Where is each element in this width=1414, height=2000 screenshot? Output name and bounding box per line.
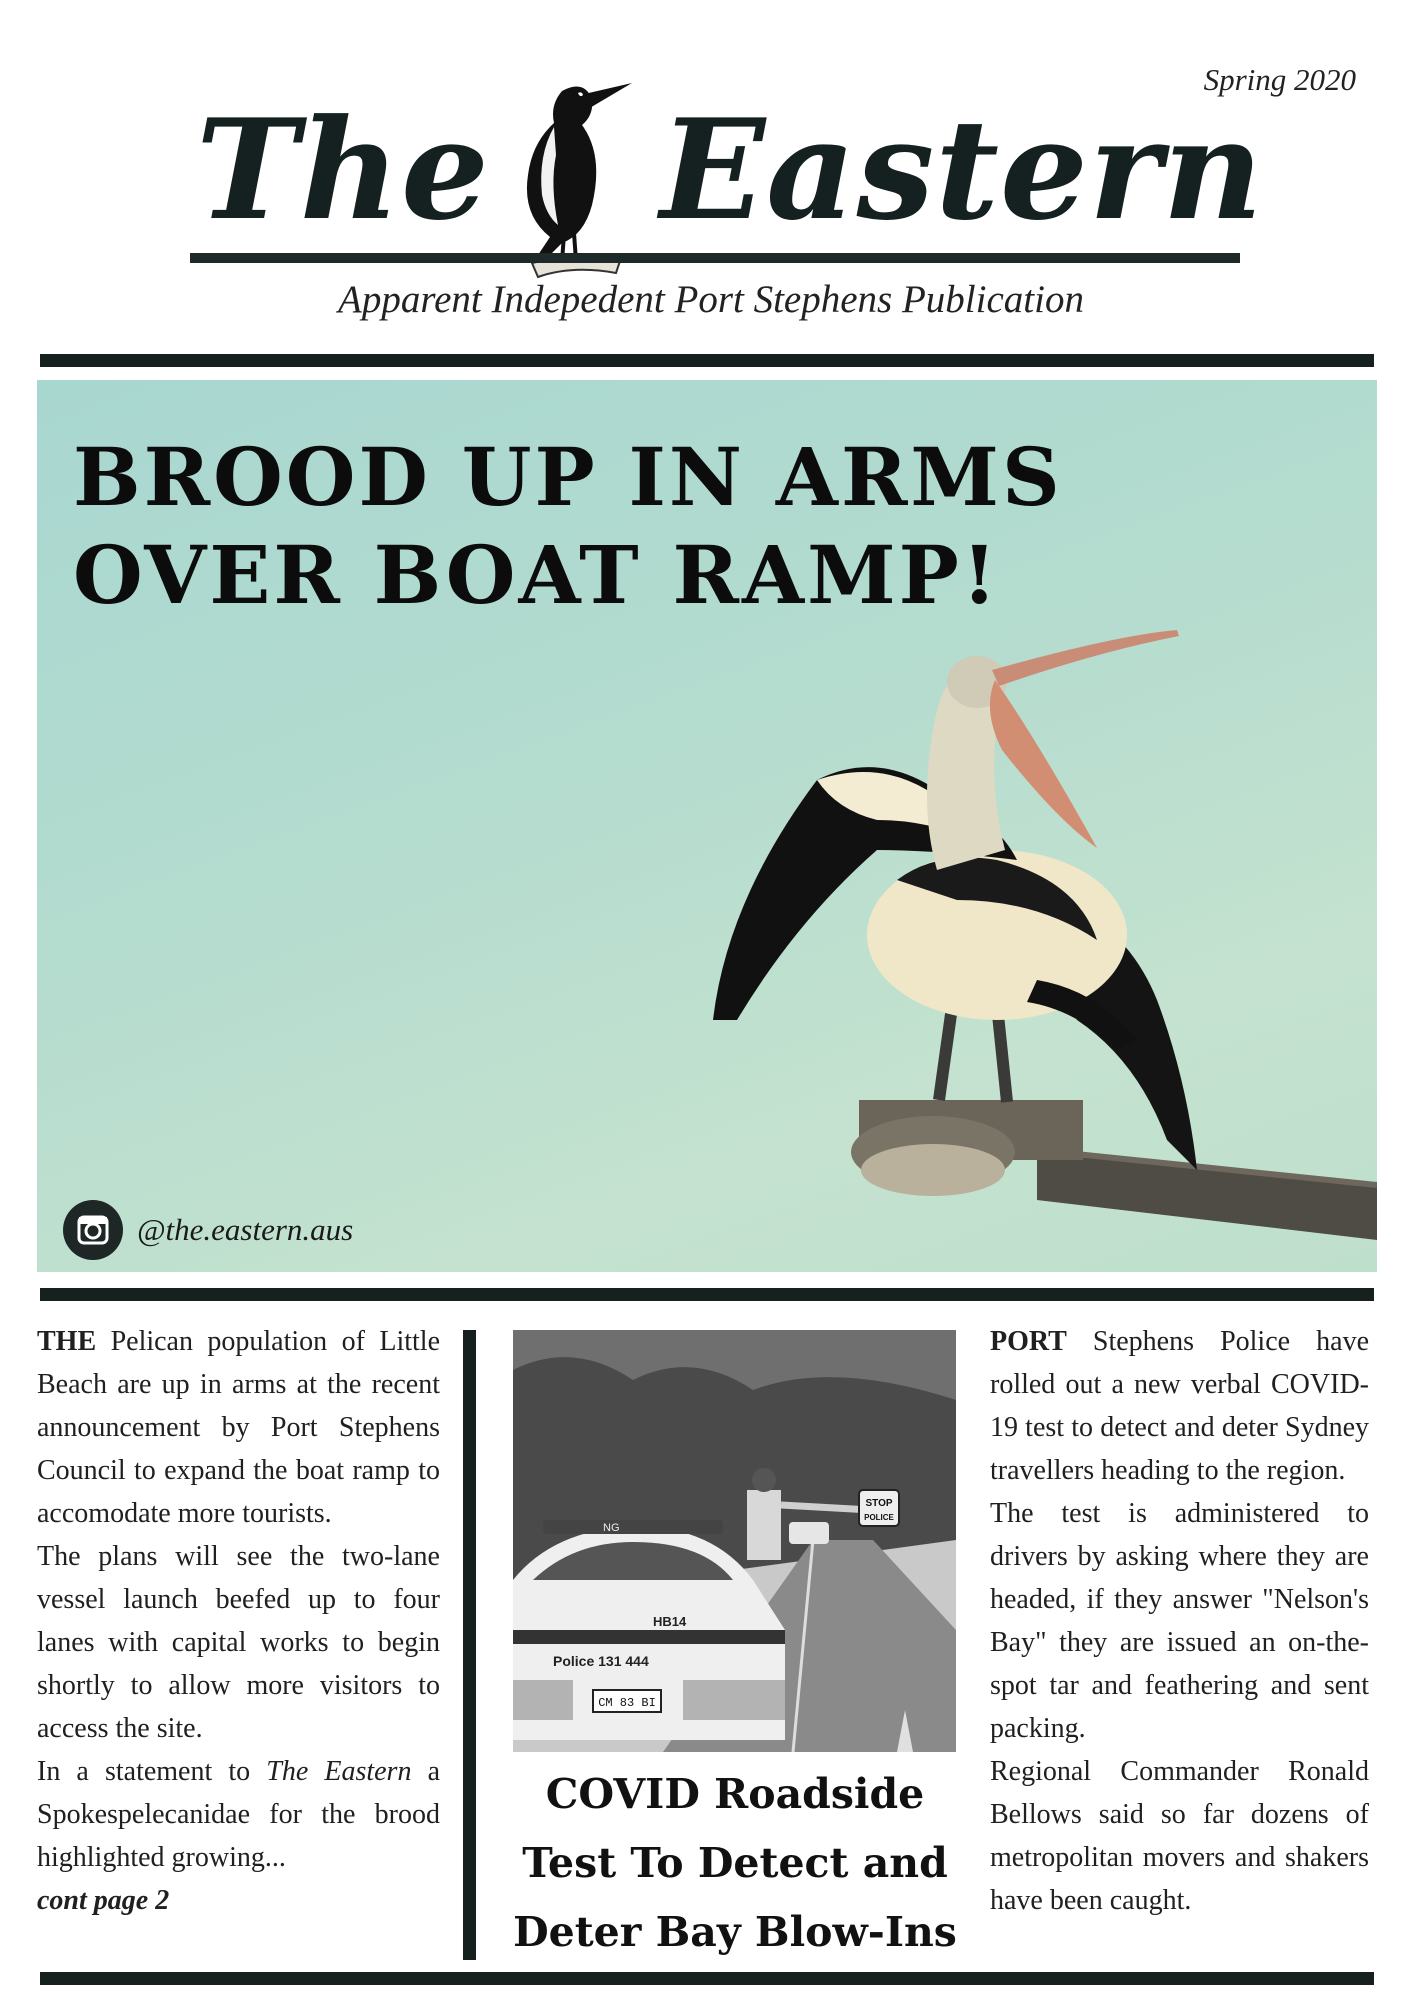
publication-name: The Eastern — [266, 1756, 412, 1787]
social-link[interactable] — [63, 1200, 353, 1260]
left-article — [37, 1320, 440, 1922]
masthead-rule — [190, 253, 1240, 263]
caption-line-1: COVID Roadside — [545, 1770, 925, 1818]
stop-sign-subtext: POLICE — [864, 1513, 894, 1522]
left-article-paragraph-1: THE Pelican population of Little Beach are up in arms at the recent announcement by Port Stephens Council to expand the boat ramp to accomodate more tourists. — [37, 1326, 440, 1529]
middle-divider — [40, 1288, 1374, 1301]
hero-headline — [73, 428, 1063, 624]
masthead — [180, 88, 1264, 260]
stop-sign-text: STOP — [865, 1498, 893, 1509]
column-divider — [463, 1330, 476, 1960]
instagram-icon — [63, 1200, 123, 1260]
headline-line-1: BROOD UP IN ARMS — [73, 430, 1063, 524]
masthead-title-right: Eastern — [660, 88, 1264, 251]
car-roof-id: HB14 — [653, 1614, 687, 1629]
right-article-lead: PORT — [990, 1326, 1067, 1357]
left-article-paragraph-2: The plans will see the two-lane vessel launch beefed up to four lanes with capital works to begin shortly to allow more visitors to access the site. — [37, 1541, 440, 1744]
magpie-icon — [492, 65, 642, 280]
headline-line-2: OVER BOAT RAMP! — [73, 528, 1000, 622]
right-article — [990, 1320, 1369, 1922]
continuation-link[interactable]: cont page 2 — [37, 1885, 170, 1916]
center-story-headline — [500, 1760, 970, 1967]
caption-line-3: Deter Bay Blow-Ins — [513, 1908, 957, 1956]
right-article-paragraph-1: PORT Stephens Police have rolled out a new verbal COVID-19 test to detect and deter Sydney travellers heading to the region. — [990, 1326, 1369, 1486]
right-article-paragraph-2: The test is administered to drivers by asking where they are headed, if they answer "Nelson's Bay" they are issued an on-the-spot tar and feathering and sent packing. — [990, 1498, 1369, 1744]
issue-date: Spring 2020 — [1203, 62, 1356, 97]
masthead-title-left: The — [196, 88, 490, 251]
left-article-lead: THE — [37, 1326, 97, 1357]
roadside-photo — [513, 1330, 956, 1752]
car-side-text: Police 131 444 — [553, 1653, 649, 1669]
hero-feature — [37, 380, 1377, 1272]
right-article-paragraph-3: Regional Commander Ronald Bellows said so far dozens of metropolitan movers and shakers have been caught. — [990, 1756, 1369, 1916]
left-article-paragraph-3: In a statement to The Eastern a Spokespelecanidae for the brood highlighted growing... — [37, 1756, 441, 1873]
masthead-tagline: Apparent Indepedent Port Stephens Publication — [338, 278, 1084, 321]
plate-text: CM 83 BI — [598, 1696, 656, 1710]
lightbar-label: NG — [603, 1522, 620, 1534]
social-handle[interactable]: @the.eastern.aus — [137, 1212, 354, 1247]
caption-line-2: Test To Detect and — [522, 1839, 948, 1887]
top-divider — [40, 354, 1374, 367]
bottom-divider — [40, 1972, 1374, 1985]
